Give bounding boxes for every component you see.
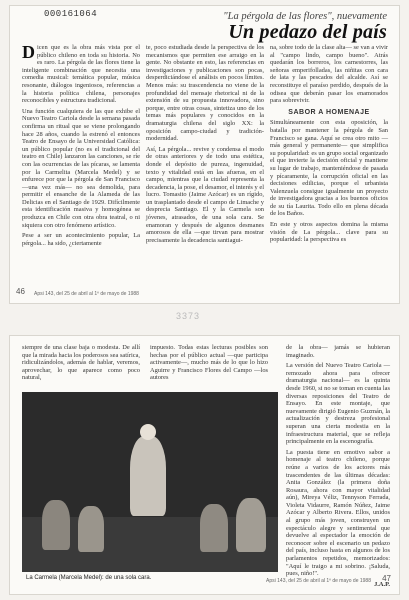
article-column-1 [22,344,140,385]
signature: J.A.P. [374,580,390,588]
page-footer: Apsi 143, del 25 de abril al 1º de mayo de 1988 [266,578,371,584]
stage-photo [22,392,278,572]
bottom-page [10,336,399,594]
paragraph: Simultáneamente con esta oposición, la batalla por mantener la pérgola de San Francisco se gana. Aquí se crea otro mito —más general y permanente— que simplifica su popularidad: es un grupo social organizado el que invierte la decisión oficial y mantiene su lugar de trabajo, manteniéndose de pasada y pícaramente, la corrupción oficial en las decisiones edilicias, porque el urbanista Valenzuela consigue igualmente un proyecto de investigadora gracias a los buenos oficios de su tía Laurita. Todo ello en plena década de los Baños. [270,119,388,218]
paragraph: La versión del Nuevo Teatro Cariola —remozado ahora para ofrecer dramaturgia nacional— es la quinta desde 1960, si no se toman en cuenta las diversas reposiciones del Teatro de Ensayo. En este montaje, que nuevamente dirigió Eugenio Guzmán, la actualización y destreza profesional superan una cierta modestia en la infraestructura material, que se refleja principalmente en la escenografía. [286,362,390,446]
paragraph: Una función cualquiera de las que exhibe el Nuevo Teatro Cariola desde la semana pasada confirma un ritual que se viene prolongando hace 28 años, cuando la estrenó el entonces Teatro de Ensayo de la Universidad Católica: un público popular (no es el tradicional del teatro en Chile) lanzaron las canciones, se ríe con las ocurrencias de las pícaras, se lamenta por la Carmelita (Marcela Medel) y se enfurece por que la pérgola de San Francisco —una vez más— no sea demolida, para permitir el ensanche de la Alameda de las Delicias en el Santiago de 1929. Difícilmente esta identificación masiva y homogénea se produzca en Chile con otra obra teatral, o ni siquiera con otro fenómeno artístico. [22,107,140,229]
article-column-3 [270,44,388,247]
paragraph [22,44,140,105]
paragraph: Pese a ser un acontecimiento popular, La pérgola... ha sido, ¿ciertamente [22,232,140,247]
article-column-3 [286,344,390,591]
photo-caption: La Carmela (Marcela Medel): de una sola cara. [26,575,152,581]
archive-number: 000161064 [44,9,98,19]
chorus-figure [42,500,70,550]
page-title: Un pedazo del país [228,21,387,43]
article-column-2 [150,344,268,385]
chorus-figure [78,506,104,552]
paragraph: En este y otros aspectos domina la misma visión de La pérgola... clave para su popularidad: la perspectiva es [270,221,388,244]
paragraph: de la obra— jamás se hubieran imaginado. [286,344,390,359]
paragraph: La puesta tiene en emotivo sabor a homenaje al teatro chileno, porque reúne a varios de los actores más trascendentes de las últimas décadas: Anita González (la primera doña Rosaura, ahora con mayor vitalidad aún), Mireya Véliz, Tennyson Ferrada, Violeta Vidaurre, Ramón Núñez, Jaime Azócar y Alberto Rivera. Ellos, unidos al grupo más joven, construyen un espectáculo alegre y sentimental que devuelve al espectador la emoción de reconocer sobre el escenario un pedazo del país, incluso hasta en algunos de los parlamentos repetidos, memorizados: "Aquí le traigo a mi sobrino. ¡Saluda, pues, niño!". [286,448,390,578]
dropcap: D [22,42,35,62]
kicker: "La pérgola de las flores", nuevamente [223,11,387,22]
chorus-figure [236,498,266,552]
top-page [10,6,399,303]
page-footer: Apsi 143, del 25 de abril al 1º de mayo de 1988 [34,291,139,297]
section-subhead: SABOR A HOMENAJE [288,108,370,116]
article-column-2 [146,44,264,247]
actress-figure [130,436,166,516]
actress-head [140,424,156,440]
chorus-figure [200,504,228,552]
page-number: 46 [16,287,25,296]
paragraph: te, poco estudiada desde la perspectiva de los mecanismos que permiten ese arraigo en la gente. No obstante en esto, las referencias en investigaciones y publicaciones son pocas, desperdiciándose el análisis en pocos límites. Menos más: su trascendencia no viene de la profundidad del mensaje rhetorical ni de la extensión de su propuesta innovadora, sino porque, entre otras cosas, sintetiza uno de los temas más populares y conocidos en la dramaturgia chilena del siglo XX: la oposición campo-ciudad y tradición-modernidad. [146,44,264,143]
paragraph: na, sobre todo de la clase alta— se van a vivir al "campo lindo, campo bueno". Atrás quedarán los borreros, los carnestorres, las señoras emperifolladas, las niñitas con cara de lata y las pescados del alcalde. Así se reconstituye el paraíso perdido, después de la odisea que deberán pasar los enamorados para sobrevivir. [270,44,388,105]
paragraph: siempre de una clase baja o modesta. De allí que la mirada hacia los poderosos sea satírica, ridiculizándolos, además de hablar, veremos, aprovechar, lo que aparece como poco natural, [22,344,140,382]
paragraph: Así, La pérgola... revive y condensa el modo de otras anteriores y de todo una estética, donde el depósito de pureza, ingenuidad, texto y vitalidad está en las afueras, en el campo, mientras que la ciudad representa la decadencia, la pose, el desamor, el interés y el lucro. Tomasito (Jaime Azócar) es un rígido, un trasplantado desde el campo de Limache y desprecia Santiago. El y la Carmela son jóvenes, atrasados, de una sola cara. Se enamoran y después de algunos desmanes amorosos de ella —que tirvan para mostrar precisamente la decadencia santiagui- [146,145,264,244]
page-number: 47 [382,574,391,583]
handwritten-mark: 3373 [176,311,201,321]
paragraph: impuesto. Todas estas lecturas posibles son hechas por el público actual —que participa activamente—, mucho más de lo que lo hizo Aguirre y Francisco Flores del Campo —los autores [150,344,268,382]
article-column-1 [22,44,140,250]
paragraph-text: icen que es la obra más vista por el público chileno en toda su historia. No es raro. La pérgola de las flores tiene la inteligente combinación que necesita una comedia musical: temática popular, música resonante, diálogos ingeniosos, referencias a la historia política chilena, personajes reconocibles y estructura tradicional. [22,44,140,105]
